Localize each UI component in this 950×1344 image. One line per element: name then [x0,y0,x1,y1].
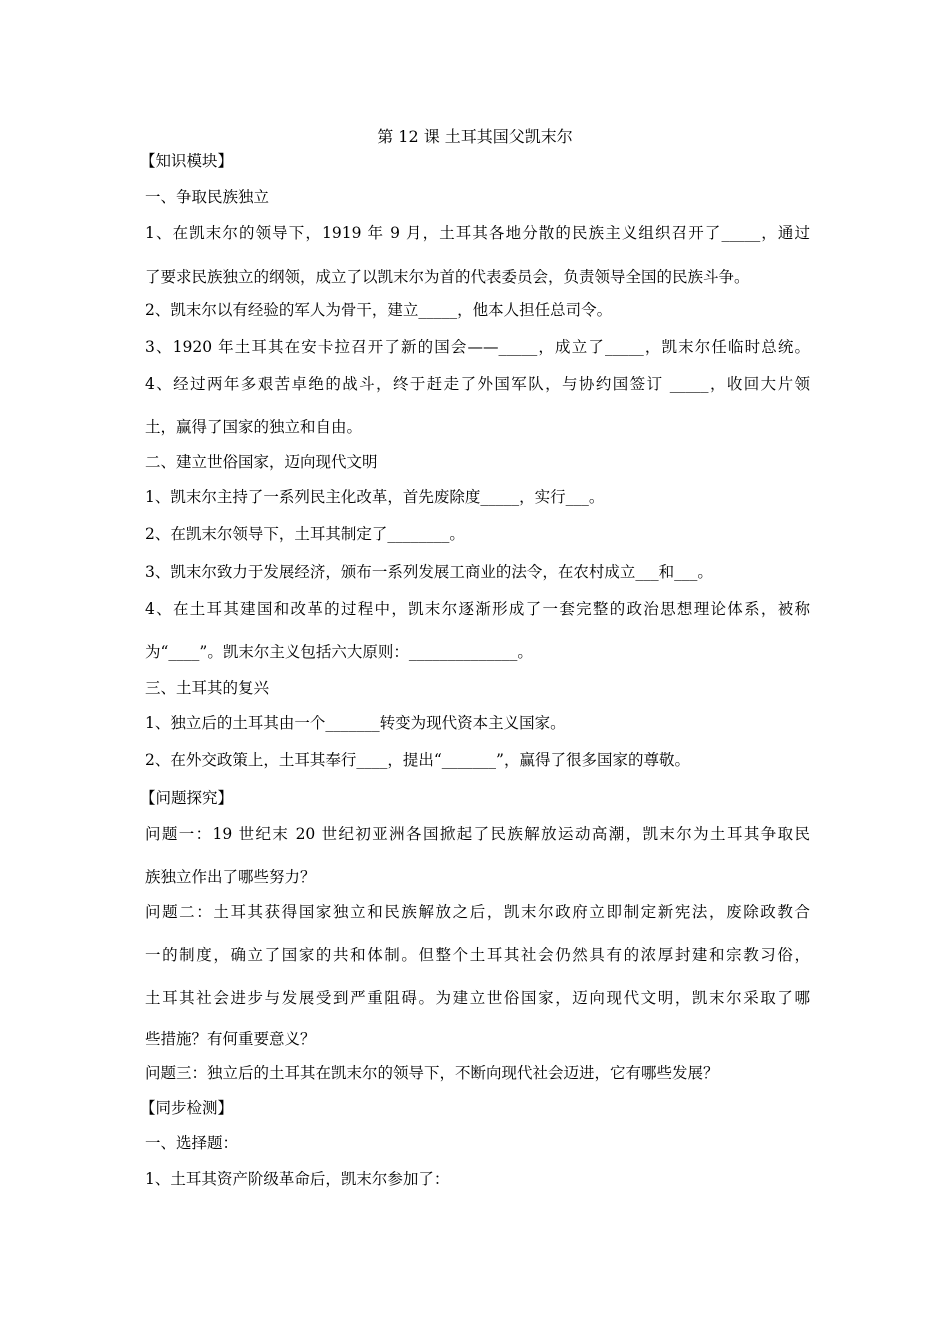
explore-p2-line1: 问题二：土耳其获得国家独立和民族解放之后，凯末尔政府立即制定新宪法，废除政教合 [145,903,810,921]
explore-p2-line3: 土耳其社会进步与发展受到严重阻碍。为建立世俗国家，迈向现代文明，凯末尔采取了哪 [145,989,810,1007]
part2-q1: 1、凯末尔主持了一系列民主化改革，首先废除度_____，实行___。 [145,488,605,506]
explore-p1-line1: 问题一：19 世纪末 20 世纪初亚洲各国掀起了民族解放运动高潮，凯末尔为土耳其争取民 [145,825,810,843]
part2-q4-line2: 为“____”。凯末尔主义包括六大原则：______________。 [145,643,533,661]
part2-q3: 3、凯末尔致力于发展经济，颁布一系列发展工商业的法令，在农村成立___和___。 [145,563,713,581]
part3-q2: 2、在外交政策上，土耳其奉行____，提出“_______”，赢得了很多国家的尊敬。 [145,751,690,769]
part2-heading: 二、建立世俗国家，迈向现代文明 [145,453,378,471]
part3-q1: 1、独立后的土耳其由一个_______转变为现代资本主义国家。 [145,714,566,732]
part1-heading: 一、争取民族独立 [145,188,270,206]
section-test-heading: 【同步检测】 [140,1099,234,1117]
explore-p3: 问题三：独立后的土耳其在凯末尔的领导下，不断向现代社会迈进，它有哪些发展？ [145,1064,719,1082]
part1-q4-line1: 4、经过两年多艰苦卓绝的战斗，终于赶走了外国军队，与协约国签订 _____，收回大片领 [145,375,810,393]
test-q1: 1、土耳其资产阶级革命后，凯末尔参加了： [145,1170,450,1188]
explore-p2-line4: 些措施？有何重要意义？ [145,1030,316,1048]
part3-heading: 三、土耳其的复兴 [145,679,270,697]
part1-q2: 2、凯末尔以有经验的军人为骨干，建立_____，他本人担任总司令。 [145,301,613,319]
part1-q4-line2: 土，赢得了国家的独立和自由。 [145,418,363,436]
test-heading: 一、选择题： [145,1134,239,1152]
explore-p1-line2: 族独立作出了哪些努力？ [145,868,316,886]
section-knowledge-heading: 【知识模块】 [140,152,234,170]
section-questions-heading: 【问题探究】 [140,789,234,807]
part1-q1-line2: 了要求民族独立的纲领，成立了以凯末尔为首的代表委员会，负责领导全国的民族斗争。 [145,268,750,286]
part2-q2: 2、在凯末尔领导下，土耳其制定了________。 [145,525,465,543]
part1-q3: 3、1920 年土耳其在安卡拉召开了新的国会——_____，成立了_____，凯末尔任临时总统。 [145,338,810,356]
explore-p2-line2: 一的制度，确立了国家的共和体制。但整个土耳其社会仍然具有的浓厚封建和宗教习俗， [145,946,810,964]
part2-q4-line1: 4、在土耳其建国和改革的过程中，凯末尔逐渐形成了一套完整的政治思想理论体系，被称 [145,600,810,618]
part1-q1-line1: 1、在凯末尔的领导下，1919 年 9 月，土耳其各地分散的民族主义组织召开了_____，通过 [145,224,810,242]
lesson-title: 第 12 课 土耳其国父凯末尔 [377,127,573,146]
